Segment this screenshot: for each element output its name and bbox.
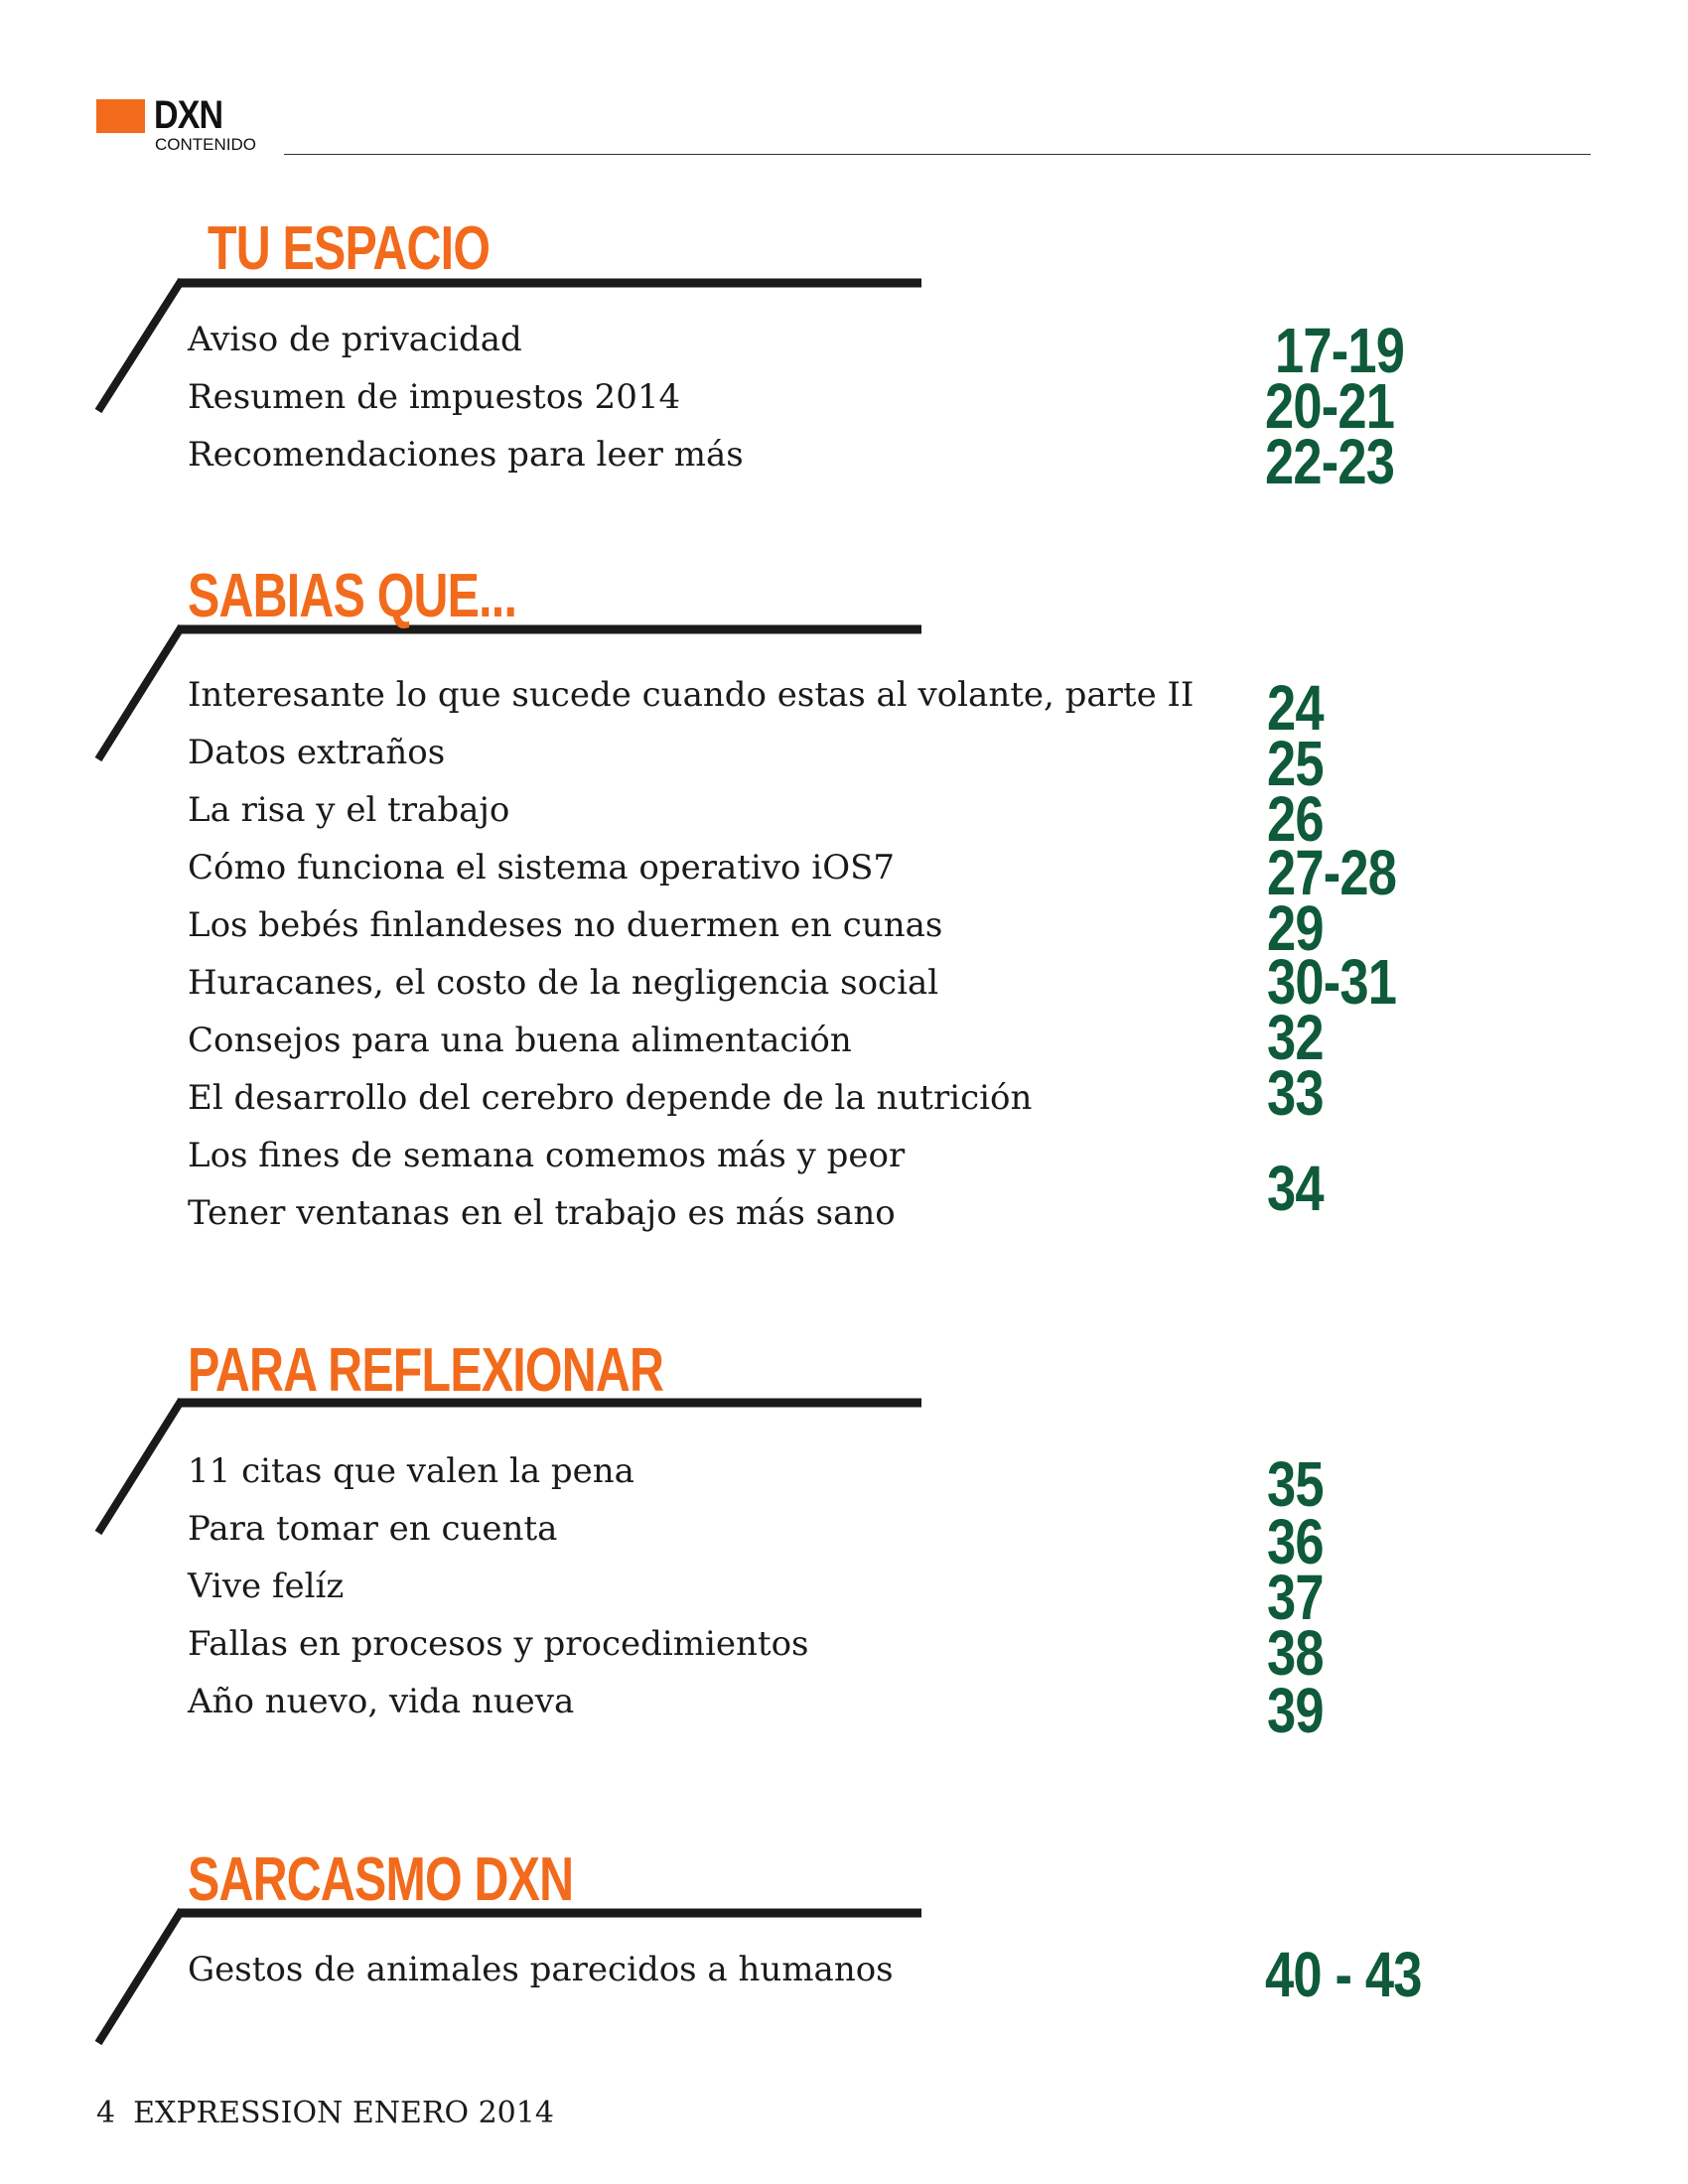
page-number[interactable]: 22-23 bbox=[1265, 426, 1395, 497]
toc-entry[interactable]: Resumen de impuestos 2014 bbox=[188, 377, 681, 417]
toc-entry[interactable]: Fallas en procesos y procedimientos bbox=[188, 1624, 809, 1664]
page-number[interactable]: 39 bbox=[1267, 1675, 1324, 1746]
section-title: PARA REFLEXIONAR bbox=[188, 1336, 664, 1405]
page-number[interactable]: 17-19 bbox=[1275, 315, 1405, 386]
toc-entry[interactable]: Recomendaciones para leer más bbox=[188, 435, 744, 475]
page-number[interactable]: 35 bbox=[1267, 1448, 1324, 1520]
page-number[interactable]: 25 bbox=[1267, 728, 1324, 799]
page-number[interactable]: 20-21 bbox=[1265, 370, 1395, 442]
page-number[interactable]: 30-31 bbox=[1267, 946, 1397, 1018]
page-number[interactable]: 36 bbox=[1267, 1506, 1324, 1577]
section-title: TU ESPACIO bbox=[208, 214, 491, 283]
toc-entry[interactable]: Los bebés finlandeses no duermen en cunas bbox=[188, 905, 943, 945]
page-number[interactable]: 38 bbox=[1267, 1617, 1324, 1689]
toc-entry[interactable]: Tener ventanas en el trabajo es más sano bbox=[188, 1193, 896, 1233]
toc-entry[interactable]: Datos extraños bbox=[188, 733, 446, 772]
toc-entry[interactable]: Gestos de animales parecidos a humanos bbox=[188, 1950, 894, 1989]
toc-entry[interactable]: Para tomar en cuenta bbox=[188, 1509, 558, 1549]
toc-entry[interactable]: Cómo funciona el sistema operativo iOS7 bbox=[188, 848, 895, 887]
toc-entry[interactable]: Vive felíz bbox=[188, 1567, 345, 1606]
page-number[interactable]: 29 bbox=[1267, 892, 1324, 964]
page-number[interactable]: 27-28 bbox=[1267, 837, 1397, 908]
toc-entry[interactable]: Año nuevo, vida nueva bbox=[188, 1682, 575, 1721]
page-number[interactable]: 24 bbox=[1267, 672, 1324, 744]
page-number[interactable]: 40 - 43 bbox=[1265, 1939, 1422, 2010]
page-number[interactable]: 26 bbox=[1267, 783, 1324, 855]
page-number[interactable]: 32 bbox=[1267, 1002, 1324, 1073]
page-number[interactable]: 34 bbox=[1267, 1153, 1324, 1224]
toc-entry[interactable]: Aviso de privacidad bbox=[188, 320, 522, 359]
page-number[interactable]: 37 bbox=[1267, 1562, 1324, 1633]
toc-entry[interactable]: El desarrollo del cerebro depende de la nutrición bbox=[188, 1078, 1033, 1118]
brand-logo: DXN bbox=[154, 93, 223, 137]
section-title: SABIAS QUE... bbox=[188, 562, 517, 630]
page-footer bbox=[96, 2097, 554, 2130]
toc-entry[interactable]: Interesante lo que sucede cuando estas al volante, parte II bbox=[188, 675, 1195, 715]
footer-page-number: 4 bbox=[96, 2096, 116, 2130]
toc-entry[interactable]: Huracanes, el costo de la negligencia social bbox=[188, 963, 939, 1003]
toc-entry[interactable]: La risa y el trabajo bbox=[188, 790, 510, 830]
footer-publication: EXPRESSION ENERO 2014 bbox=[133, 2096, 554, 2130]
toc-entry[interactable]: 11 citas que valen la pena bbox=[188, 1451, 634, 1491]
section-title: SARCASMO DXN bbox=[188, 1845, 574, 1914]
toc-entry[interactable]: Los fines de semana comemos más y peor bbox=[188, 1136, 906, 1175]
page-number[interactable]: 33 bbox=[1267, 1057, 1324, 1129]
header-subtitle: CONTENIDO bbox=[155, 135, 256, 154]
toc-entry[interactable]: Consejos para una buena alimentación bbox=[188, 1021, 852, 1060]
